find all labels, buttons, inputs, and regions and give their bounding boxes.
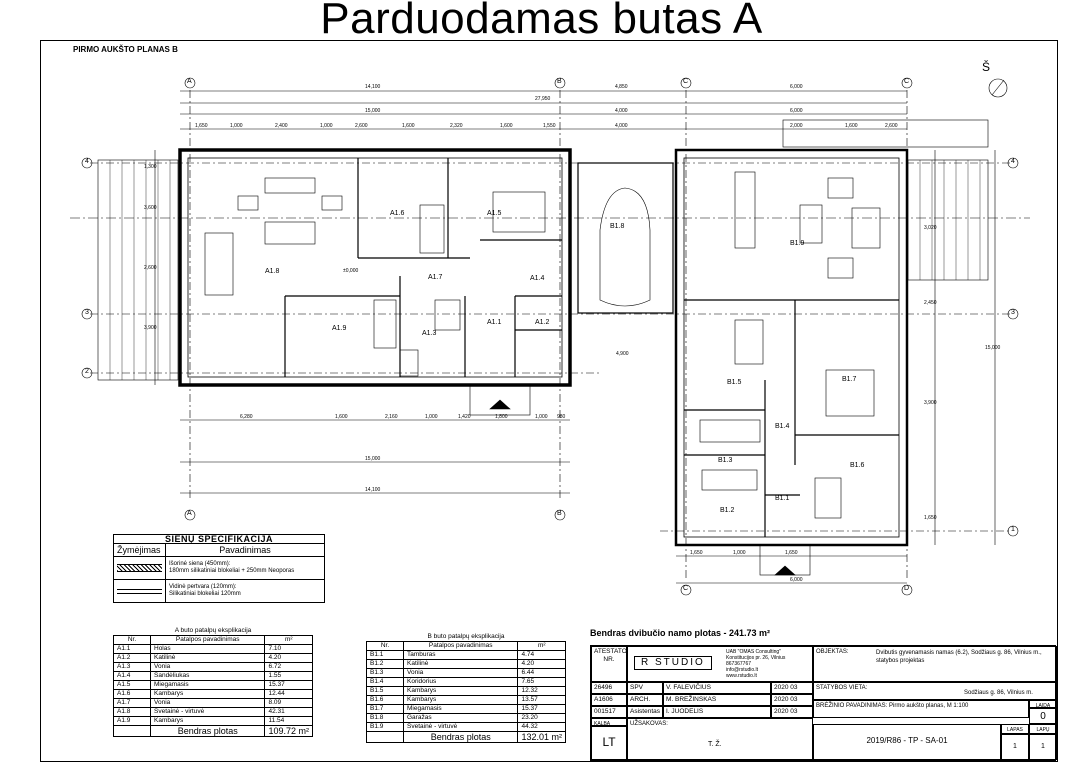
person-nr: 001517 [591,706,627,718]
title-block [590,645,1056,761]
objektas-value: Dvibutis gyvenamasis namas (6.2), Sodžiaus g. 86, Vilnius m., statybos projektas [876,650,1042,664]
table-a-total: Bendras plotas 109.72 m² [114,726,313,737]
dim-label: 1,420 [458,414,471,420]
person-role: ARCH. [627,694,663,706]
apartment-a-table [113,627,313,737]
dim-label: 1,650 [690,550,703,556]
dim-label: 1,600 [500,123,513,129]
wall-spec-table [113,534,325,603]
room-label: B1.9 [790,240,805,247]
company-email: info@rstudio.lt [726,667,759,673]
dim-label: 3,020 [924,225,937,231]
dim-label: 1,800 [495,414,508,420]
lapas-label: LAPAS [1001,724,1029,734]
company-cell [627,646,813,682]
table-row: B1.6 Kambarys 13.57 [367,696,566,705]
dim-label: 1,600 [402,123,415,129]
room-label: A1.1 [487,319,502,326]
table-row: A1.5 Miegamasis 15.37 [114,681,313,690]
room-label: B1.4 [775,423,790,430]
dim-label: 1,000 [535,414,548,420]
dim-label: 980 [557,414,566,420]
dim-label: 14,100 [365,84,381,90]
dim-label: 4,900 [616,351,629,357]
dim-label: 1,000 [733,550,746,556]
axis-label: 4 [85,158,89,165]
objektas-cell [813,646,1057,682]
axis-label: B [557,78,562,85]
col-nr: Nr. [367,642,404,651]
room-label: A1.9 [332,325,347,332]
drawing-code: 2019/R86 - TP - SA-01 [813,724,1001,760]
dim-label: 1,000 [425,414,438,420]
room-label: B1.1 [775,495,790,502]
room-label: B1.2 [720,507,735,514]
person-role: Asistentas [627,706,663,718]
dim-label: 1,650 [924,515,937,521]
axis-label: 3 [85,309,89,316]
atestato-label: ATESTATO NR. [591,646,627,682]
room-label: A1.6 [390,210,405,217]
dim-label: 2,400 [275,123,288,129]
table-b-total: Bendras plotas 132.01 m² [367,732,566,743]
dim-label: 3,600 [144,205,157,211]
table-row: A1.1 Holas 7.10 [114,645,313,654]
person-date: 2020 03 [771,694,813,706]
table-row: B1.4 Koridorius 7.65 [367,678,566,687]
kalba-value: LT [591,726,627,760]
axis-label: C [683,78,689,85]
dim-label: 6,000 [790,577,803,583]
axis-label: B [557,510,562,517]
brezinio-value: Pirmo aukšto planas, M 1:100 [889,703,969,709]
dim-label: 1,000 [230,123,243,129]
dim-label: 1,600 [335,414,348,420]
dim-label: 4,000 [615,123,628,129]
dim-label: 1,550 [543,123,556,129]
dim-label: 15,000 [365,108,381,114]
hatch-thick-wall [114,557,166,580]
statybos-value: Sodžiaus g. 86, Vilnius m. [964,690,1033,696]
table-row: A1.6 Kambarys 12.44 [114,690,313,699]
company-web: www.rstudio.lt [726,673,757,679]
table-row: B1.9 Svetainė - virtuvė 44.32 [367,723,566,732]
axis-label: A [187,78,192,85]
kalba-label: KALBA [591,718,627,726]
lapu-label: LAPŲ [1029,724,1057,734]
dim-label: 2,320 [450,123,463,129]
table-row: B1.3 Vonia 6.44 [367,669,566,678]
room-label: A1.5 [487,210,502,217]
table-row: A1.3 Vonia 6.72 [114,663,313,672]
col-area: m² [265,636,313,645]
table-row: B1.5 Kambarys 12.32 [367,687,566,696]
spec-col-name: Pavadinimas [166,544,325,557]
dim-label: 14,100 [365,487,381,493]
brezinio-label: BRĖŽINIO PAVADINIMAS: [816,703,888,709]
table-row: A1.9 Kambarys 11.54 [114,717,313,726]
dim-label: 3,900 [144,325,157,331]
spec-row2-line2: Silikatiniai blokeliai 120mm [169,591,241,597]
dim-label: 4,000 [615,108,628,114]
dim-label: 3,900 [924,400,937,406]
dim-label: 6,280 [240,414,253,420]
laida-label: LAIDA [1029,700,1057,708]
dim-label: 6,000 [790,108,803,114]
person-nr: 26496 [591,682,627,694]
axis-label: 3 [1011,309,1015,316]
statybos-cell [813,682,1057,700]
room-label: A1.2 [535,319,550,326]
spec-row1-line1: Išorinė siena (450mm): [169,561,231,567]
apartment-b-table [366,633,566,743]
table-row: B1.7 Miegamasis 15.37 [367,705,566,714]
person-nr: A1606 [591,694,627,706]
dim-label: 2,000 [790,123,803,129]
dim-label: 2,600 [144,265,157,271]
dim-label: 1,000 [320,123,333,129]
room-label: A1.7 [428,274,443,281]
col-nr: Nr. [114,636,151,645]
laida-value: 0 [1029,708,1057,724]
room-label: B1.8 [610,223,625,230]
room-label: B1.6 [850,462,865,469]
north-arrow-icon [989,79,1007,97]
table-row: B1.8 Garažas 23.20 [367,714,566,723]
dim-label: 1,300 [144,164,157,170]
axis-label: A [187,510,192,517]
brezinio-cell [813,700,1029,718]
total-area-label: Bendras dvibučio namo plotas - 241.73 m² [590,628,771,638]
person-date: 2020 03 [771,706,813,718]
company-phone: 867367767 [726,661,752,667]
table-row: A1.8 Svetainė - virtuvė 42.31 [114,708,313,717]
uzsakovas-label: UŽSAKOVAS: [630,721,668,727]
spec-row2-line1: Vidinė pertvara (120mm): [169,584,237,590]
axis-label: 1 [1011,526,1015,533]
table-row: A1.4 Sandėliukas 1.55 [114,672,313,681]
uzsakovas-cell [627,718,813,760]
dim-label: 27,950 [535,96,551,102]
statybos-label: STATYBOS VIETA: [816,685,868,691]
room-label: A1.4 [530,275,545,282]
person-name: M. BREŽINSKAS [663,694,771,706]
dim-label: 15,000 [985,345,1001,351]
spec-title: SIENŲ SPECIFIKACIJA [114,535,325,544]
room-label: B1.3 [718,457,733,464]
axis-label: C [904,78,910,85]
room-label: B1.7 [842,376,857,383]
plan-label: PIRMO AUKŠTO PLANAS B [73,45,178,54]
level-mark: ±0,000 [343,268,359,274]
room-label: A1.8 [265,268,280,275]
axis-label: 2 [85,368,89,375]
axis-label: D [904,585,910,592]
hatch-partition [114,580,166,603]
col-name: Patalpos pavadinimas [151,636,265,645]
person-name: I. JUODELIS [663,706,771,718]
dim-label: 2,450 [924,300,937,306]
axis-label: 4 [1011,158,1015,165]
lapas-value: 1 [1001,734,1029,760]
dim-label: 4,850 [615,84,628,90]
table-row: A1.7 Vonia 8.09 [114,699,313,708]
dim-label: 1,650 [785,550,798,556]
dim-label: 6,000 [790,84,803,90]
person-name: V. FALEVIČIUS [663,682,771,694]
dim-label: 2,600 [885,123,898,129]
dim-label: 1,650 [195,123,208,129]
objektas-label: OBJEKTAS: [816,649,849,655]
table-a-caption: A buto patalpų eksplikacija [114,627,313,636]
col-area: m² [518,642,566,651]
person-date: 2020 03 [771,682,813,694]
axis-label: C [683,585,689,592]
dim-label: 1,600 [845,123,858,129]
lapu-value: 1 [1029,734,1057,760]
north-label: Š [982,60,991,74]
company-address: Konstitucijos pr. 26, Vilnius [726,655,786,661]
table-row: B1.2 Katilinė 4.20 [367,660,566,669]
table-b-caption: B buto patalpų eksplikacija [367,633,566,642]
dim-label: 15,000 [365,456,381,462]
rstudio-logo: R STUDIO [634,656,712,670]
spec-col-marking: Žymėjimas [114,544,166,557]
col-name: Patalpos pavadinimas [404,642,518,651]
room-label: B1.5 [727,379,742,386]
spec-row1-line2: 180mm silikatiniai blokeliai + 250mm Neoporas [169,568,295,574]
uzsakovas-value: T. Ž. [708,741,722,748]
room-label: A1.3 [422,330,437,337]
dim-label: 2,160 [385,414,398,420]
company-name: UAB "OMAS Consulting" [726,649,781,655]
dim-label: 2,600 [355,123,368,129]
table-row: B1.1 Tamburas 4.74 [367,651,566,660]
table-row: A1.2 Katilinė 4.20 [114,654,313,663]
page-title: Parduodamas butas A [320,0,763,43]
person-role: SPV [627,682,663,694]
